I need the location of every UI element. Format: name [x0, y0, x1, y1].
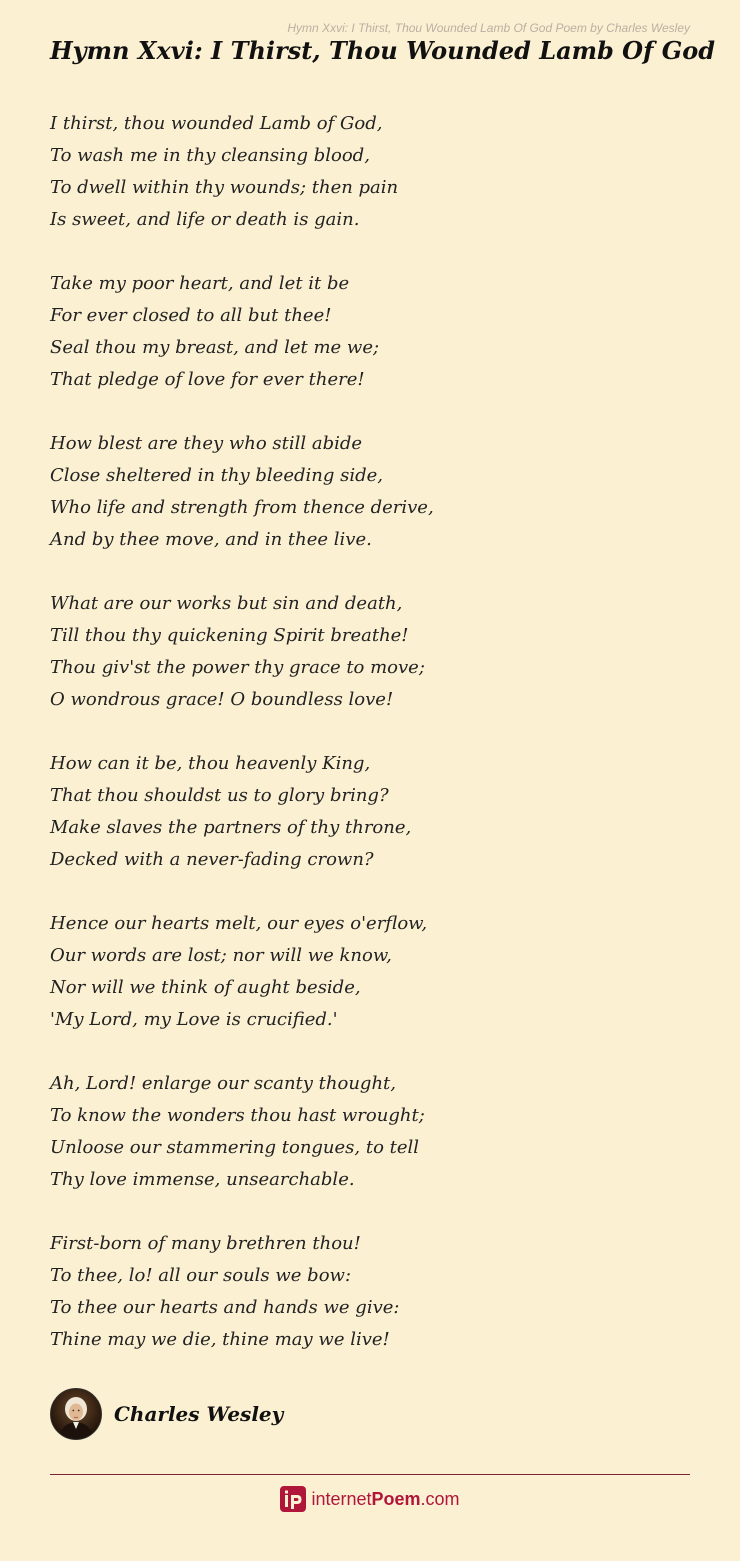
poem-body [50, 108, 434, 1388]
stanza [50, 428, 434, 556]
author-block [50, 1388, 283, 1440]
poem-line: Make slaves the partners of thy throne, [50, 817, 412, 838]
poem-line: O wondrous grace! O boundless love! [50, 689, 394, 710]
poem-line: That pledge of love for ever there! [50, 369, 365, 390]
author-name[interactable]: Charles Wesley [114, 1402, 284, 1426]
poem-line: Thy love immense, unsearchable. [50, 1169, 355, 1190]
poem-line: And by thee move, and in thee live. [50, 529, 372, 550]
poem-line: Thou giv'st the power thy grace to move; [50, 657, 425, 678]
ip-logo-icon [280, 1486, 306, 1512]
poem-line: That thou shouldst us to glory bring? [50, 785, 389, 806]
site-footer[interactable] [0, 1486, 740, 1512]
poem-line: For ever closed to all but thee! [50, 305, 332, 326]
poem-line: How can it be, thou heavenly King, [50, 753, 371, 774]
poem-line: To thee, lo! all our souls we bow: [50, 1265, 352, 1286]
poem-line: What are our works but sin and death, [50, 593, 403, 614]
poem-line: Decked with a never-fading crown? [50, 849, 374, 870]
poem-line: Unloose our stammering tongues, to tell [50, 1137, 420, 1158]
site-name-bold: Poem [371, 1488, 421, 1509]
poem-line: To wash me in thy cleansing blood, [50, 145, 370, 166]
stanza [50, 1068, 434, 1196]
poem-line: 'My Lord, my Love is crucified.' [50, 1009, 338, 1030]
poem-line: First-born of many brethren thou! [50, 1233, 361, 1254]
poem-line: I thirst, thou wounded Lamb of God, [50, 113, 383, 134]
stanza [50, 108, 434, 236]
poem-line: Ah, Lord! enlarge our scanty thought, [50, 1073, 396, 1094]
poem-line: How blest are they who still abide [50, 433, 363, 454]
stanza [50, 908, 434, 1036]
author-avatar [50, 1388, 102, 1440]
watermark-caption: Hymn Xxvi: I Thirst, Thou Wounded Lamb Of God Poem by Charles Wesley [287, 21, 690, 35]
poem-line: Hence our hearts melt, our eyes o'erflow, [50, 913, 428, 934]
poem-title: Hymn Xxvi: I Thirst, Thou Wounded Lamb Of God [50, 36, 716, 65]
site-name[interactable] [311, 1489, 459, 1510]
stanza [50, 748, 434, 876]
poem-line: Thine may we die, thine may we live! [50, 1329, 390, 1350]
poem-line: To dwell within thy wounds; then pain [50, 177, 399, 198]
poem-line: Our words are lost; nor will we know, [50, 945, 392, 966]
site-name-suffix: .com [420, 1488, 460, 1509]
poem-line: Take my poor heart, and let it be [50, 273, 350, 294]
stanza [50, 268, 434, 396]
poem-line: Till thou thy quickening Spirit breathe! [50, 625, 409, 646]
footer-divider [50, 1474, 690, 1475]
poem-line: Seal thou my breast, and let me we; [50, 337, 380, 358]
poem-line: To thee our hearts and hands we give: [50, 1297, 400, 1318]
poem-line: To know the wonders thou hast wrought; [50, 1105, 425, 1126]
author-portrait-icon [51, 1389, 101, 1439]
stanza [50, 1228, 434, 1356]
poem-line: Close sheltered in thy bleeding side, [50, 465, 383, 486]
stanza [50, 588, 434, 716]
poem-line: Is sweet, and life or death is gain. [50, 209, 360, 230]
site-name-prefix: internet [311, 1488, 372, 1509]
poem-line: Nor will we think of aught beside, [50, 977, 361, 998]
poem-line: Who life and strength from thence derive, [50, 497, 434, 518]
